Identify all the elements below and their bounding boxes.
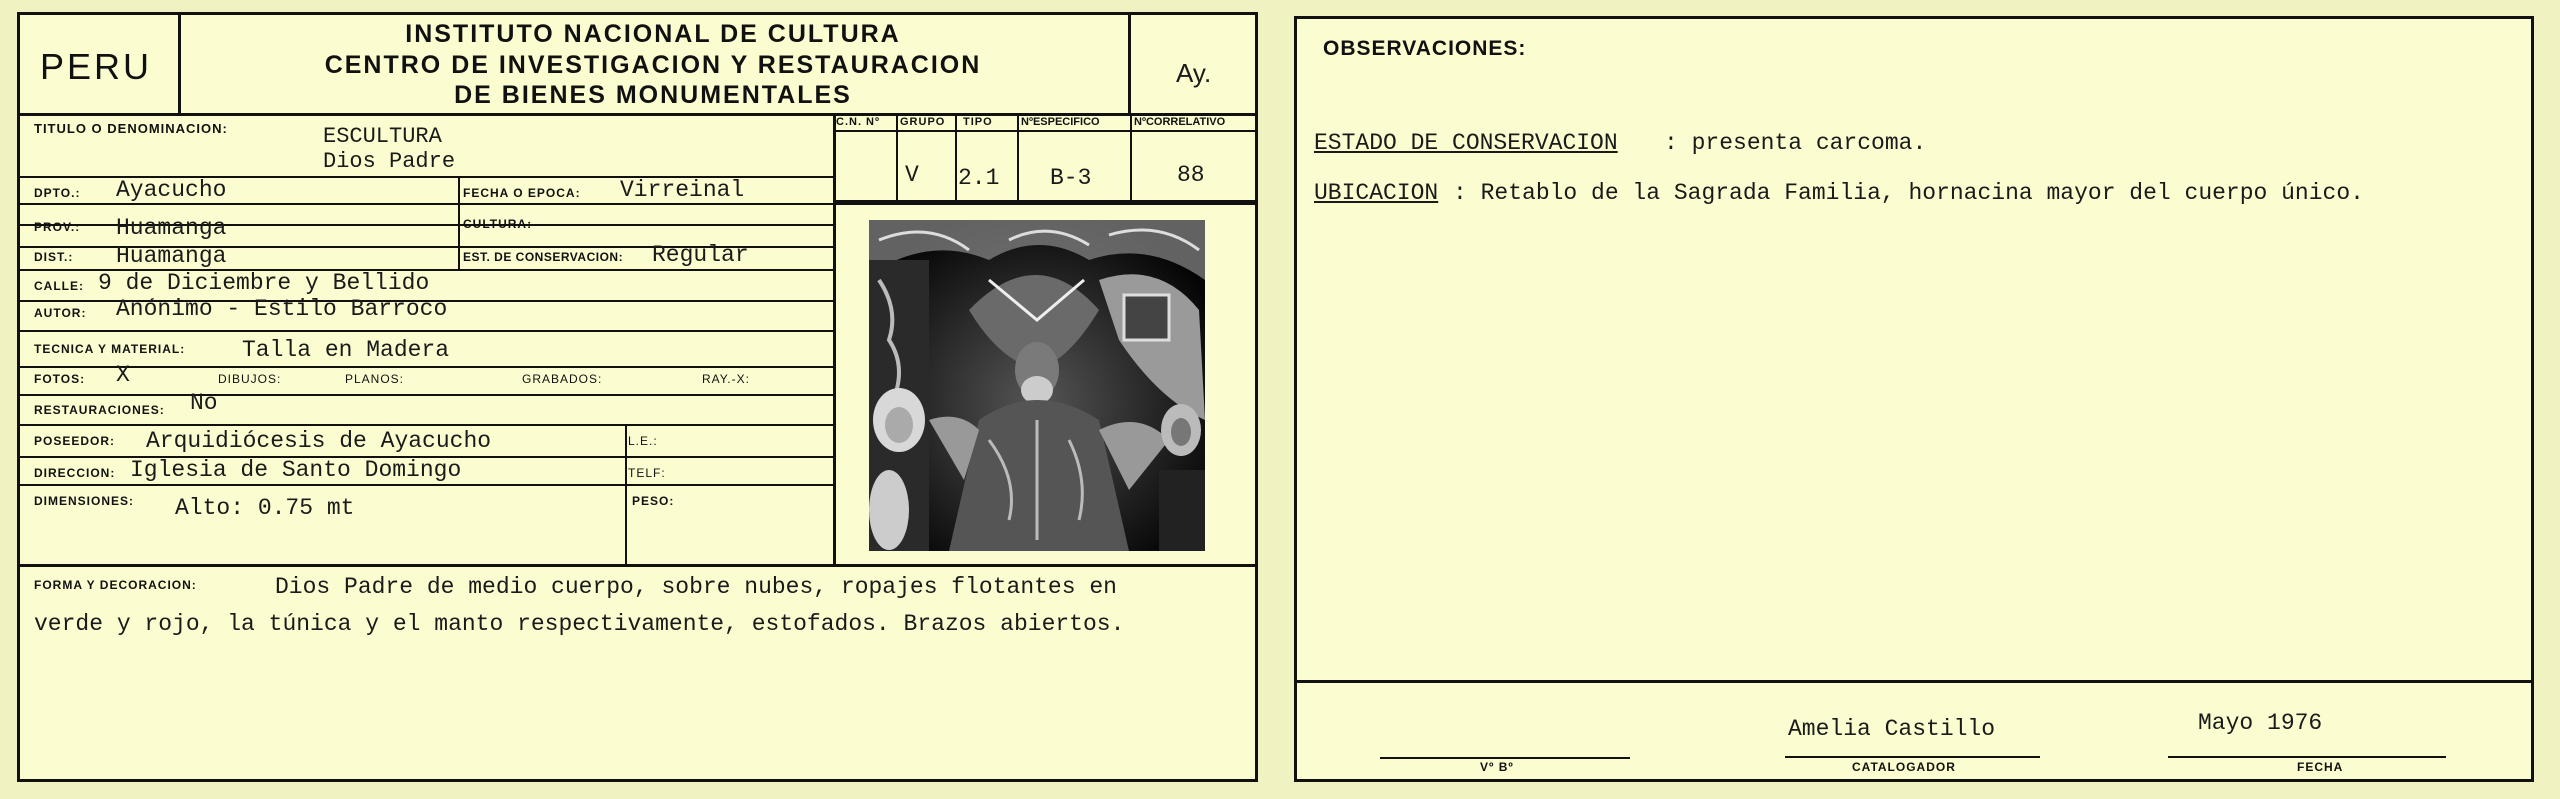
- divider: [17, 203, 1258, 205]
- direccion-label: DIRECCION:: [34, 466, 116, 480]
- code-header-cn: C.N. Nº: [836, 116, 881, 128]
- tecnica-value: Talla en Madera: [242, 337, 450, 363]
- sculpture-photo-image: [869, 220, 1205, 551]
- ubicacion-value: : Retablo de la Sagrada Familia, hornacina mayor del cuerpo único.: [1453, 180, 2364, 206]
- prov-value: Huamanga: [116, 215, 227, 241]
- region-code: Ay.: [1176, 58, 1212, 88]
- tecnica-label: TECNICA Y MATERIAL:: [34, 342, 186, 356]
- ubicacion-label: UBICACION: [1314, 180, 1439, 206]
- autor-value: Anónimo - Estilo Barroco: [116, 296, 448, 322]
- titulo-value-2: Dios Padre: [323, 149, 456, 174]
- fecha-label-back: FECHA: [2297, 760, 2344, 774]
- divider: [17, 484, 834, 486]
- dpto-label: DPTO.:: [34, 186, 81, 200]
- divider: [896, 113, 898, 202]
- country-label: PERU: [40, 46, 153, 87]
- prov-label: PROV.:: [34, 220, 81, 234]
- catalogador-name: Amelia Castillo: [1788, 716, 1996, 742]
- divider: [17, 330, 834, 332]
- divider: [955, 113, 957, 202]
- divider: [1017, 113, 1019, 202]
- telf-label: TELF:: [628, 466, 666, 480]
- catalogador-label: CATALOGADOR: [1852, 760, 1956, 774]
- divider: [1130, 113, 1132, 202]
- code-header-tipo: TIPO: [963, 116, 993, 128]
- estado-conservacion-value: : presenta carcoma.: [1664, 130, 1927, 156]
- dimensiones-label: DIMENSIONES:: [34, 494, 135, 508]
- code-header-especifico: NºESPECIFICO: [1021, 116, 1100, 128]
- code-header-correlativo: NºCORRELATIVO: [1134, 116, 1226, 128]
- signature-line-catalogador: [1785, 756, 2040, 758]
- peso-label: PESO:: [632, 494, 675, 508]
- divider: [1128, 12, 1131, 115]
- autor-label: AUTOR:: [34, 306, 87, 320]
- code-value-especifico: B-3: [1050, 165, 1092, 191]
- divider: [17, 394, 834, 396]
- signature-line-fecha: [2168, 756, 2446, 758]
- restauraciones-value: No: [190, 390, 218, 416]
- dibujos-label: DIBUJOS:: [218, 372, 282, 386]
- forma-line2: verde y rojo, la túnica y el manto respectivamente, estofados. Brazos abiertos.: [34, 611, 1125, 637]
- titulo-label: TITULO O DENOMINACION:: [34, 121, 228, 136]
- code-value-tipo: 2.1: [958, 165, 1000, 191]
- divider: [17, 424, 834, 426]
- fecha-value: Virreinal: [620, 177, 745, 203]
- forma-line1: Dios Padre de medio cuerpo, sobre nubes, ropajes flotantes en: [275, 574, 1117, 600]
- divider: [625, 426, 627, 566]
- calle-label: CALLE:: [34, 279, 84, 293]
- calle-value: 9 de Diciembre y Bellido: [98, 270, 430, 296]
- fecha-value-back: Mayo 1976: [2198, 710, 2323, 736]
- titulo-value: ESCULTURA: [323, 124, 442, 149]
- signature-line-vb: [1380, 757, 1630, 759]
- vb-label: Vº Bº: [1480, 760, 1514, 774]
- fotos-value: X: [116, 362, 130, 388]
- grabados-label: GRABADOS:: [522, 372, 603, 386]
- divider: [17, 564, 1258, 567]
- dpto-value: Ayacucho: [116, 177, 227, 203]
- code-value-grupo: V: [905, 162, 919, 188]
- fecha-label: FECHA O EPOCA:: [463, 186, 581, 200]
- poseedor-value: Arquidiócesis de Ayacucho: [146, 428, 492, 454]
- rayx-label: RAY.-X:: [702, 372, 750, 386]
- estado-label: EST. DE CONSERVACION:: [463, 250, 624, 264]
- divider: [1294, 680, 2534, 683]
- restauraciones-label: RESTAURACIONES:: [34, 403, 165, 417]
- dist-value: Huamanga: [116, 243, 227, 269]
- divider: [17, 366, 834, 368]
- cultura-label: CULTURA:: [463, 217, 533, 231]
- direccion-value: Iglesia de Santo Domingo: [130, 457, 462, 483]
- divider: [833, 113, 836, 566]
- dimensiones-value: Alto: 0.75 mt: [175, 495, 355, 521]
- dist-label: DIST.:: [34, 250, 74, 264]
- forma-label: FORMA Y DECORACION:: [34, 578, 197, 592]
- observaciones-label: OBSERVACIONES:: [1323, 37, 1527, 60]
- estado-value: Regular: [652, 242, 749, 268]
- planos-label: PLANOS:: [345, 372, 405, 386]
- institute-line2: CENTRO DE INVESTIGACION Y RESTAURACION: [324, 51, 982, 79]
- institute-line3: DE BIENES MONUMENTALES: [454, 81, 852, 109]
- institute-line1: INSTITUTO NACIONAL DE CULTURA: [405, 20, 901, 48]
- code-header-grupo: GRUPO: [900, 116, 946, 128]
- le-label: L.E.:: [628, 434, 658, 448]
- fotos-label: FOTOS:: [34, 372, 86, 386]
- code-value-correlativo: 88: [1177, 162, 1205, 188]
- sculpture-photo: [869, 220, 1205, 551]
- divider: [458, 176, 460, 270]
- estado-conservacion-label: ESTADO DE CONSERVACION: [1314, 130, 1618, 156]
- poseedor-label: POSEEDOR:: [34, 434, 116, 448]
